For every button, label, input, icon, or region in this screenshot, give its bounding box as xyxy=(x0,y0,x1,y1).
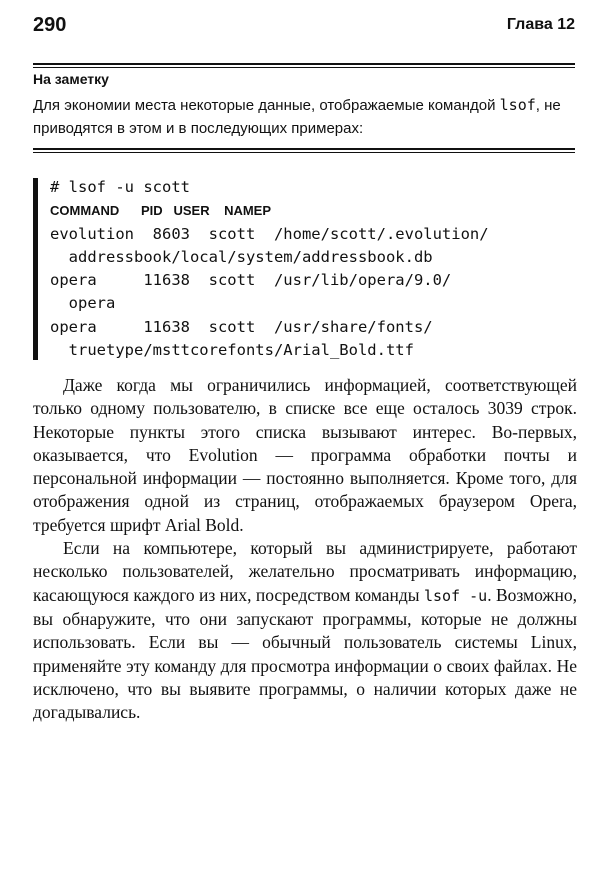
body-text xyxy=(33,374,577,724)
p2-command: lsof -u xyxy=(423,586,488,605)
code-line: evolution 8603 scott /home/scott/.evolution/ xyxy=(50,224,489,243)
note-bottom-rule xyxy=(33,148,575,153)
code-block-bar xyxy=(33,178,38,360)
note-title: На заметку xyxy=(33,71,109,87)
code-line: addressbook/local/system/addressbook.db xyxy=(50,247,433,266)
note-text-after: , не приводятся в этом и в последующих примерах: xyxy=(33,97,561,137)
code-line: opera xyxy=(50,294,116,313)
note-text-before: Для экономии места некоторые данные, отображаемые командой xyxy=(33,97,500,114)
code-line: # lsof -u scott xyxy=(50,178,190,196)
code-line: truetype/msttcorefonts/Arial_Bold.ttf xyxy=(50,341,414,360)
chapter-title: Глава 12 xyxy=(506,16,575,33)
code-block xyxy=(50,176,489,362)
note-command: lsof xyxy=(499,96,536,114)
p2-text-after: . Возможно, вы обнаружите, что они запускают программы, которые не должны использовать. Если вы — обычный пользователь системы Linux, применяйте эту команду для просмотра информации о своих файлах. Не исключено, что вы выявите программы, о наличии которых даже не догадывались. xyxy=(33,584,578,723)
note-body xyxy=(33,94,578,140)
page-number: 290 xyxy=(33,14,67,36)
code-line: opera 11638 scott /usr/share/fonts/ xyxy=(50,317,433,336)
paragraph-2 xyxy=(33,537,577,724)
code-line: opera 11638 scott /usr/lib/opera/9.0/ xyxy=(50,271,452,290)
p2-text-before: Если на компьютере, который вы администрируете, работают несколько пользователей, желательно просматривать информацию, касающуюся каждого из них, посредством команды xyxy=(33,538,577,605)
paragraph-1: Даже когда мы ограничились информацией, соответствующей только одному пользователю, в списке все еще осталось 3039 строк. Некоторые пункты этого списка вызывают интерес. Во-первых, оказывается, что Evolution — программа обработки почты и персональной информации — постоянно выполняется. Кроме того, для отображения одной из страниц, отображаемых браузером Opera, требуется шрифт Arial Bold. xyxy=(33,375,577,535)
note-top-rule xyxy=(33,63,575,68)
code-header-line: COMMAND PID USER NAMEP xyxy=(50,203,272,219)
